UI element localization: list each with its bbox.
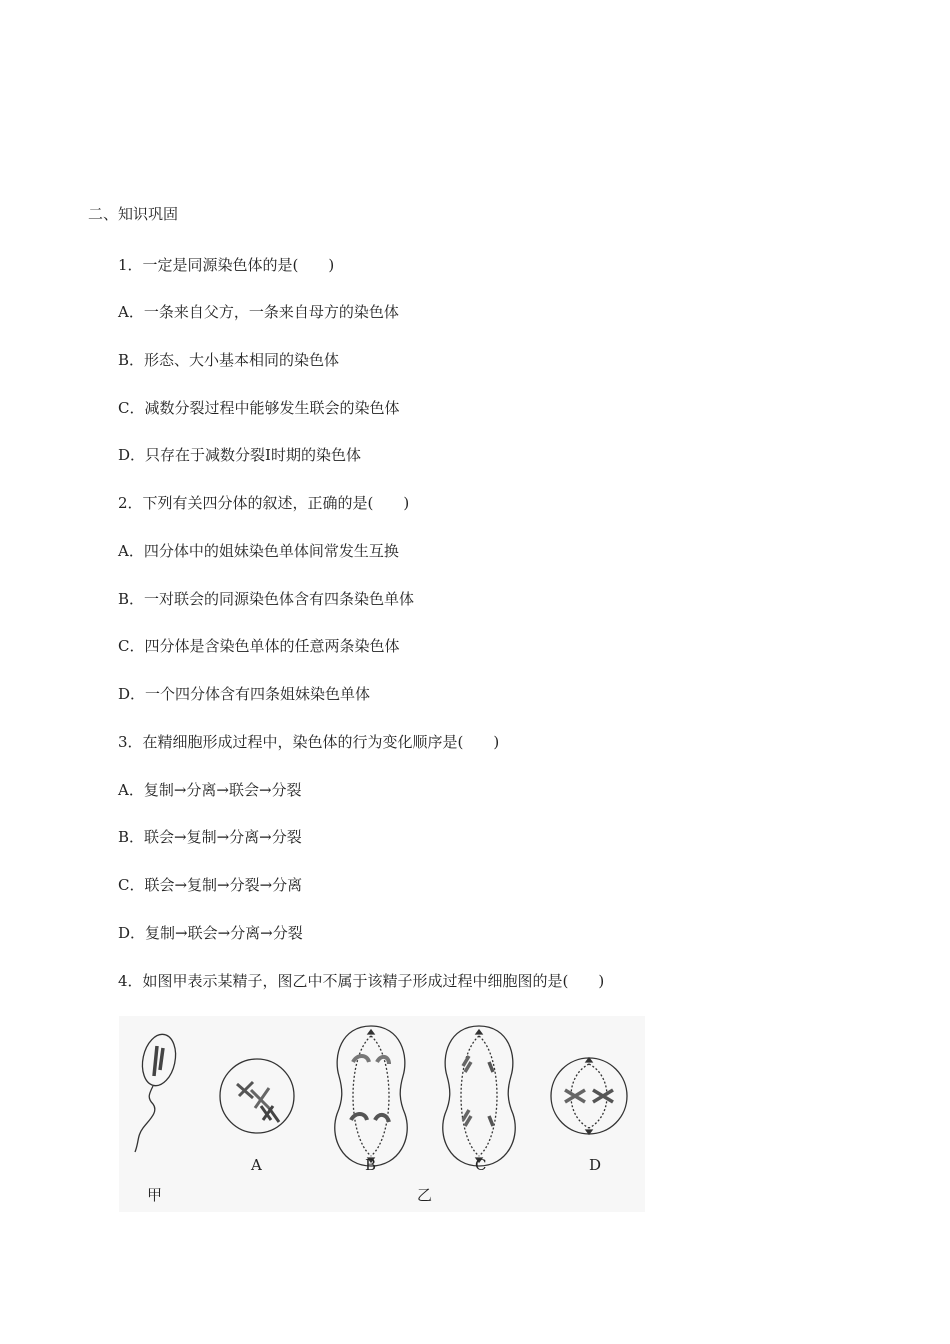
question-1-option-c: C．减数分裂过程中能够发生联会的染色体 — [118, 399, 400, 417]
figure-label-c: C — [475, 1156, 487, 1174]
question-4-stem: 4．如图甲表示某精子，图乙中不属于该精子形成过程中细胞图的是( ) — [118, 972, 605, 990]
figure-label-d: D — [589, 1156, 602, 1174]
question-2-stem: 2．下列有关四分体的叙述，正确的是( ) — [118, 494, 410, 512]
section-title: 二、知识巩固 — [88, 205, 179, 223]
figure-label-jia: 甲 — [147, 1186, 163, 1204]
question-1-option-d: D．只存在于减数分裂Ⅰ时期的染色体 — [118, 446, 361, 464]
question-2-option-c: C．四分体是含染色单体的任意两条染色体 — [118, 637, 400, 655]
question-3-stem: 3．在精细胞形成过程中，染色体的行为变化顺序是( ) — [118, 733, 500, 751]
question-3-option-a: A．复制→分离→联会→分裂 — [118, 781, 302, 799]
cell-c — [443, 1026, 515, 1166]
question-3-option-b: B．联会→复制→分离→分裂 — [118, 828, 302, 846]
figure-label-b: B — [365, 1156, 377, 1174]
question-3-option-d: D．复制→联会→分离→分裂 — [118, 924, 303, 942]
question-2-option-b: B．一对联会的同源染色体含有四条染色单体 — [118, 590, 415, 608]
question-2-option-d: D．一个四分体含有四条姐妹染色单体 — [118, 685, 371, 703]
question-2-option-a: A．四分体中的姐妹染色单体间常发生互换 — [118, 542, 399, 560]
question-1-option-a: A．一条来自父方，一条来自母方的染色体 — [118, 303, 399, 321]
sperm-diagram — [135, 1031, 180, 1152]
cell-d — [551, 1058, 627, 1134]
question-1-stem: 1．一定是同源染色体的是( ) — [118, 256, 335, 274]
cell-diagram-svg — [119, 1016, 645, 1212]
figure-label-yi: 乙 — [417, 1186, 433, 1204]
cell-a — [220, 1059, 294, 1133]
figure-label-a: A — [251, 1156, 262, 1174]
question-1-option-b: B．形态、大小基本相同的染色体 — [118, 351, 340, 369]
question-3-option-c: C．联会→复制→分裂→分离 — [118, 876, 303, 894]
cell-b — [335, 1026, 407, 1166]
cell-division-figure — [119, 1016, 645, 1212]
